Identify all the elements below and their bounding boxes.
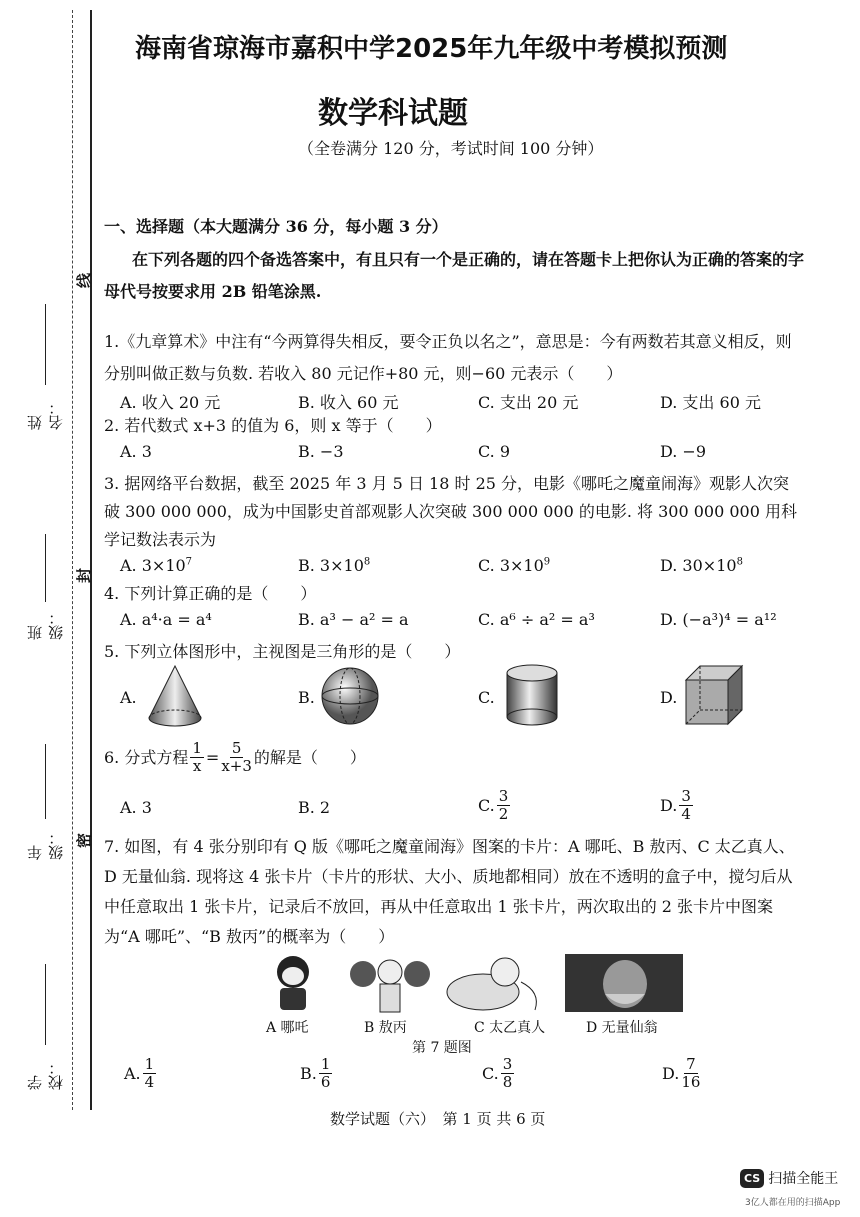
sphere-figure [320, 666, 380, 726]
seal-line-char: 线 [75, 272, 94, 289]
cylinder-figure [504, 664, 560, 728]
wuliang-image [565, 954, 683, 1012]
q6-option-d[interactable]: D. $\frac{3}{4}$ [660, 787, 691, 823]
name-field[interactable] [26, 300, 65, 430]
q1-option-a[interactable]: A. 收入 20 元 [120, 393, 221, 412]
q2-option-b[interactable]: B. −3 [298, 442, 344, 461]
q5-option-c[interactable]: C. [478, 688, 495, 707]
q7-option-b[interactable]: B. $\frac{1}{6}$ [300, 1055, 331, 1091]
school-label: 学校： [26, 1060, 65, 1090]
q5-text: 5. 下列立体图形中，主视图是三角形的是（ ） [104, 642, 461, 661]
caption-b: B 敖丙 [364, 1020, 407, 1036]
binding-solid-line [90, 10, 92, 1110]
aobing-image [345, 952, 435, 1014]
name-label: 姓名： [26, 400, 65, 430]
q1-option-b[interactable]: B. 收入 60 元 [298, 393, 399, 412]
q3-option-b[interactable]: B. $3\times 10^8$ [298, 556, 371, 575]
q7-option-a[interactable]: A. $\frac{1}{4}$ [124, 1055, 155, 1091]
exam-title: 海南省琼海市嘉积中学2025年九年级中考模拟预测 [135, 34, 728, 64]
q1-text: 1.《九章算术》中注有“今两算得失相反，要令正负以名之”，意思是：今有两数若其意义相反，则分别叫做正数与负数. 若收入 80 元记作+80 元，则−60 元表示（ ） [104, 332, 792, 383]
q6-option-c[interactable]: C. $\frac{3}{2}$ [478, 787, 509, 823]
section-intro: 在下列各题的四个备选答案中，有且只有一个是正确的，请在答题卡上把你认为正确的答案的字母代号按要求用 2B 铅笔涂黑. [104, 250, 805, 301]
caption-d: D 无量仙翁 [586, 1020, 658, 1036]
q5-option-d[interactable]: D. [660, 688, 678, 707]
caption-c: C 太乙真人 [474, 1020, 546, 1036]
q7-option-c[interactable]: C. $\frac{3}{8}$ [482, 1055, 513, 1091]
brand-name: 扫描全能王 [768, 1171, 839, 1187]
binding-dash-line [72, 10, 73, 1110]
q6-text: 6. 分式方程 $\frac{1}{x}$ = $\frac{5}{x+3}$ 的解是（ ） [104, 739, 366, 775]
caption-a: A 哪吒 [266, 1020, 309, 1036]
q2-text: 2. 若代数式 x+3 的值为 6，则 x 等于（ ） [104, 416, 442, 435]
section-title: 一、选择题（本大题满分 36 分，每小题 3 分） [104, 217, 448, 236]
q5-option-b[interactable]: B. [298, 688, 315, 707]
q6-option-b[interactable]: B. 2 [298, 798, 331, 817]
q7-text: 7. 如图，有 4 张分别印有 Q 版《哪吒之魔童闹海》图案的卡片：A 哪吒、B 敖丙、C 太乙真人、D 无量仙翁. 现将这 4 张卡片（卡片的形状、大小、质地都相同）放在不透明的盒子中，搅匀后从中任意取出 1 张卡片，记录后不放回，再从中任意取出 1 张卡片，两次取出的 2 张卡片中图案为“A 哪吒”、“B 敖丙”的概率为（ ） [104, 837, 795, 946]
scanner-brand [740, 1168, 838, 1188]
q4-option-d[interactable]: D. (−a³)⁴ = a¹² [660, 610, 777, 629]
brand-tagline: 3亿人都在用的扫描App [745, 1198, 841, 1208]
cs-logo-icon: CS [740, 1169, 764, 1188]
q7-option-d[interactable]: D. $\frac{7}{16}$ [662, 1055, 701, 1091]
q4-option-c[interactable]: C. a⁶ ÷ a² = a³ [478, 610, 595, 629]
nezha-image [258, 952, 328, 1014]
q4-option-a[interactable]: A. a⁴·a = a⁴ [120, 610, 212, 629]
figure-caption: 第 7 题图 [412, 1040, 472, 1056]
cube-figure [684, 664, 744, 726]
q5-option-a[interactable]: A. [120, 688, 137, 707]
q3-option-d[interactable]: D. $30\times 10^8$ [660, 556, 743, 575]
seal-seal-char: 封 [75, 567, 94, 584]
class-label: 班级： [26, 610, 65, 640]
class-field[interactable] [26, 530, 65, 640]
q3-text: 3. 据网络平台数据，截至 2025 年 3 月 5 日 18 时 25 分，电影《哪吒之魔童闹海》观影人次突破 300 000 000，成为中国影史首部观影人次突破 300 000 000 的电影. 将 300 000 000 用科学记数法表示为 [104, 474, 797, 549]
seal-secret-char: 密 [75, 832, 94, 849]
grade-field[interactable] [26, 740, 65, 860]
cone-figure [145, 664, 205, 728]
q4-option-b[interactable]: B. a³ − a² = a [298, 610, 409, 629]
grade-label: 年级： [26, 830, 65, 860]
school-field[interactable] [26, 960, 65, 1090]
q1-option-d[interactable]: D. 支出 60 元 [660, 393, 761, 412]
page-footer: 数学试题（六） 第 1 页 共 6 页 [330, 1110, 546, 1128]
taiyi-image [443, 952, 553, 1014]
exam-note: （全卷满分 120 分，考试时间 100 分钟） [298, 139, 604, 158]
q3-option-a[interactable]: A. $3\times 10^7$ [120, 556, 193, 575]
q2-option-a[interactable]: A. 3 [120, 442, 152, 461]
q4-text: 4. 下列计算正确的是（ ） [104, 584, 317, 603]
q1-option-c[interactable]: C. 支出 20 元 [478, 393, 579, 412]
q2-option-c[interactable]: C. 9 [478, 442, 511, 461]
q2-option-d[interactable]: D. −9 [660, 442, 707, 461]
subject-title: 数学科试题 [318, 96, 468, 131]
q6-option-a[interactable]: A. 3 [120, 798, 152, 817]
q3-option-c[interactable]: C. $3\times 10^9$ [478, 556, 551, 575]
